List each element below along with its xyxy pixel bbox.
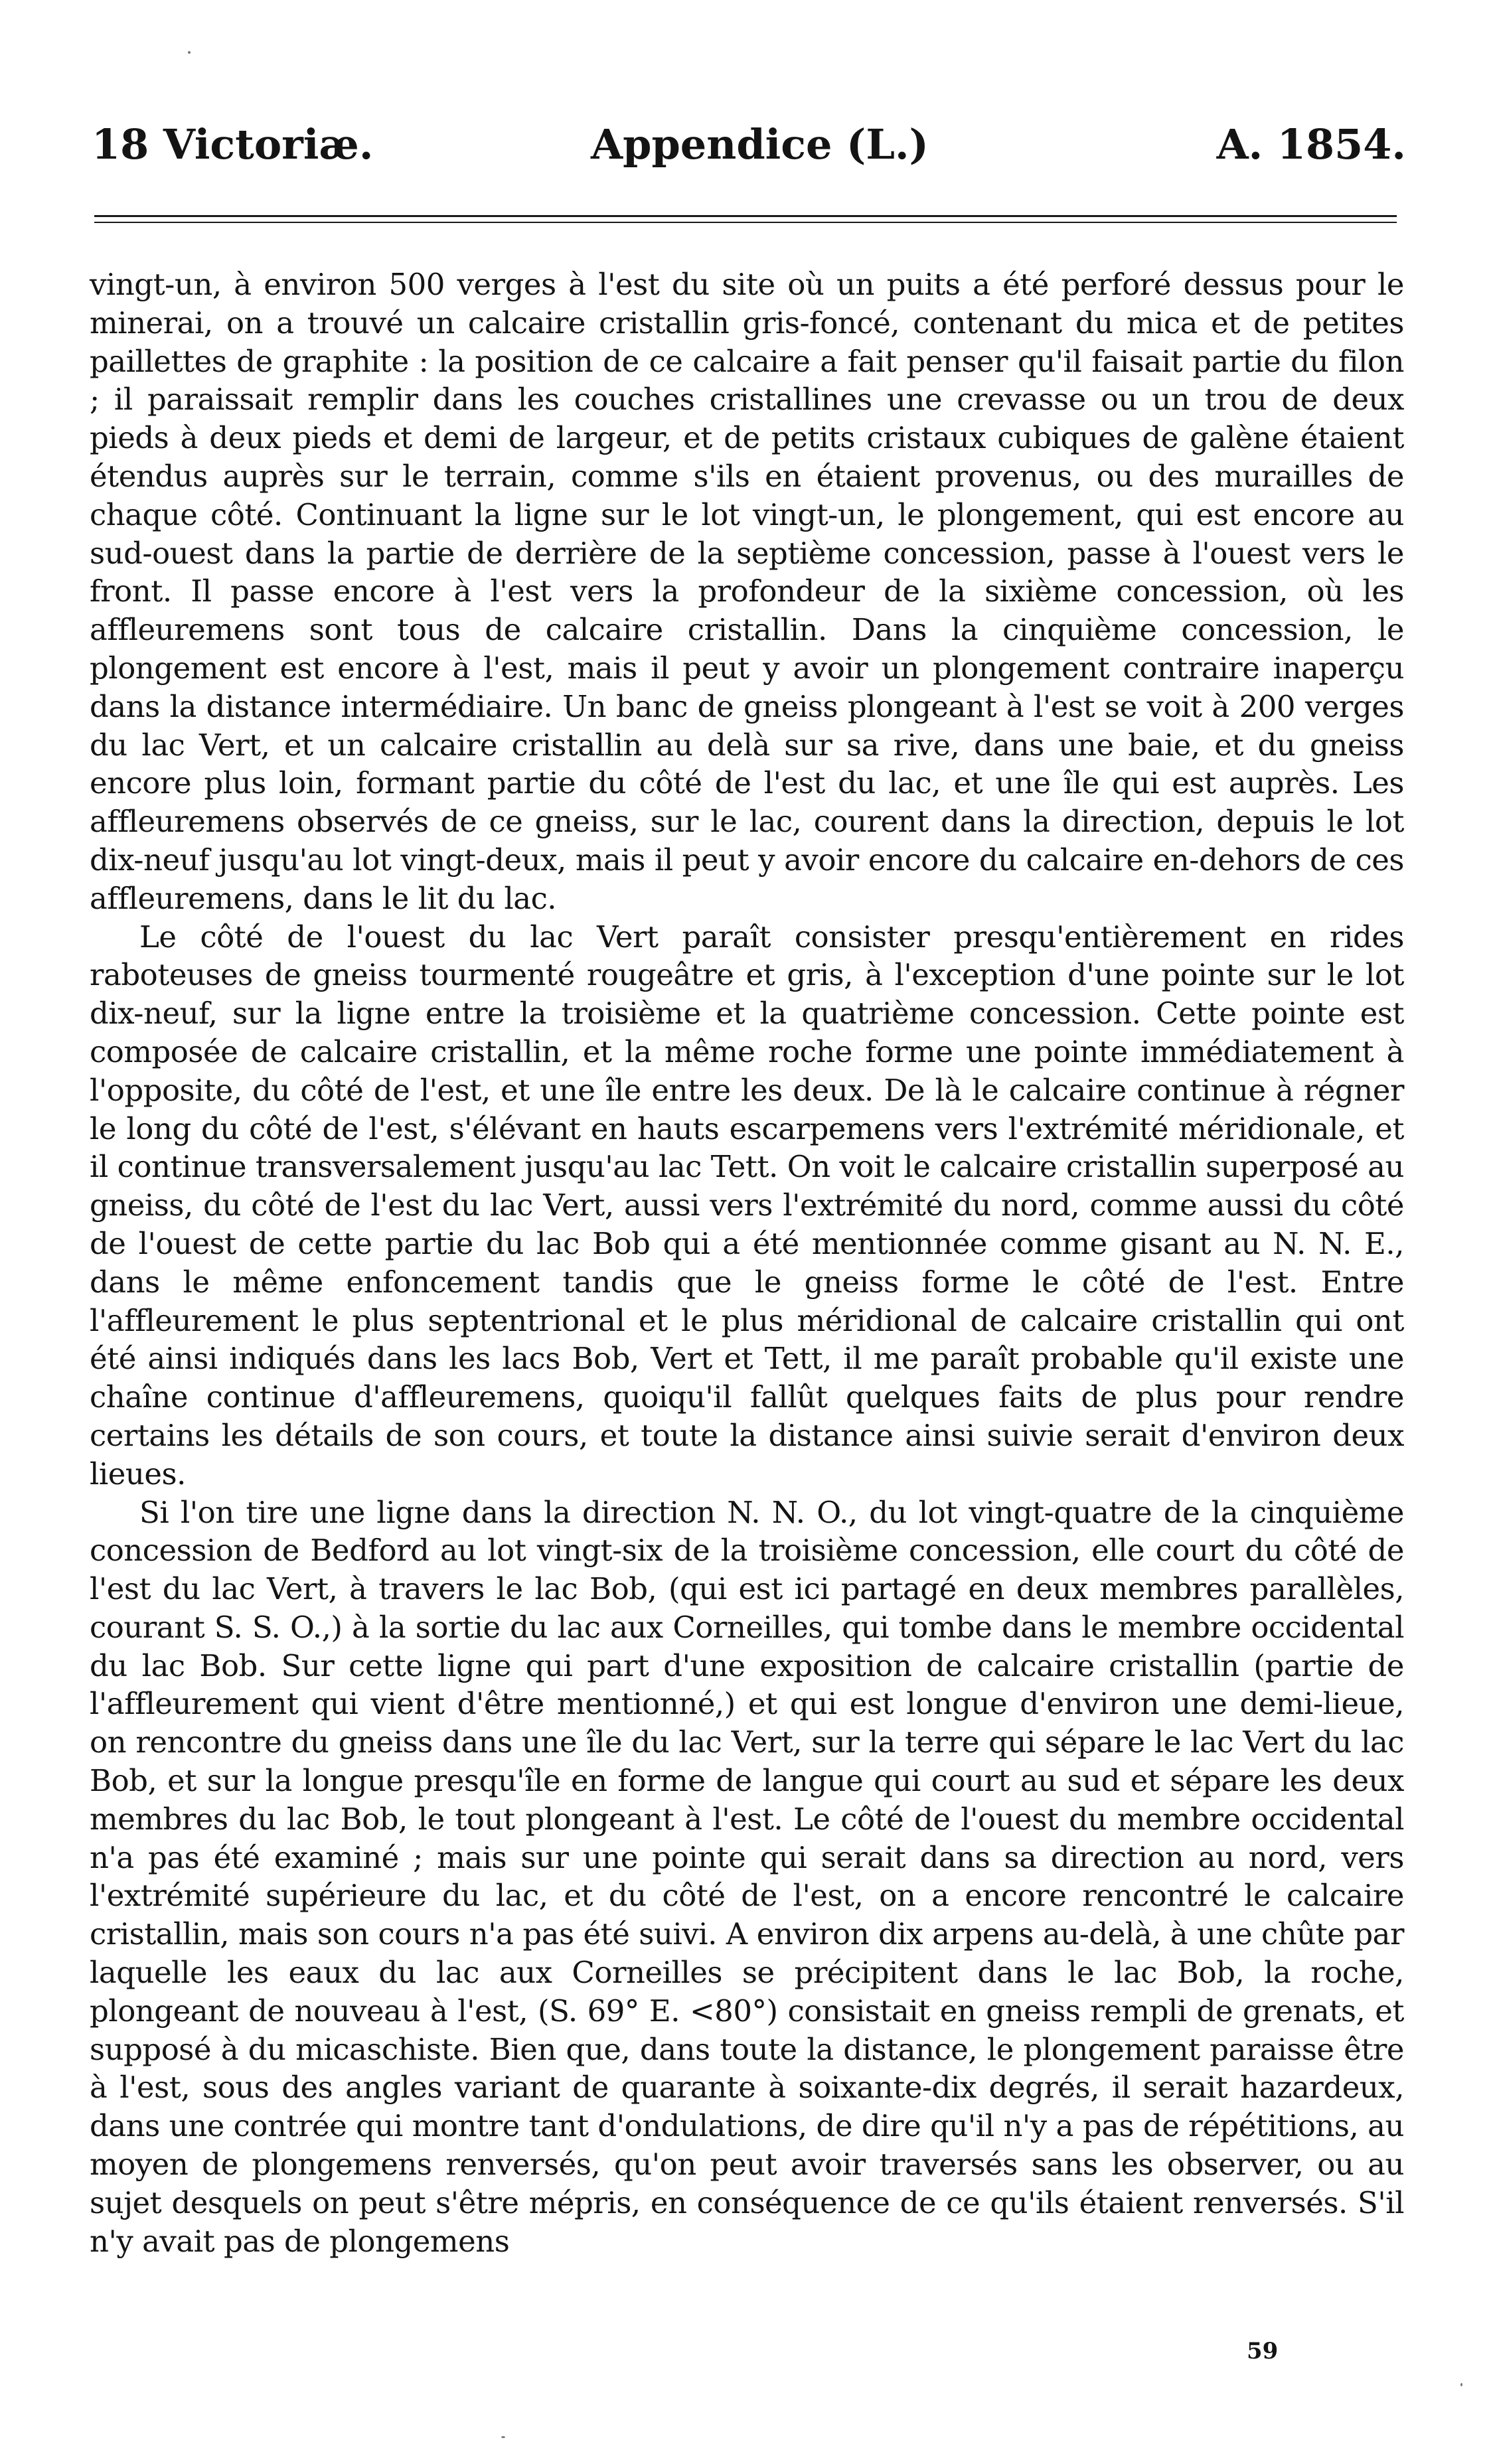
print-speck — [501, 2436, 505, 2438]
header-year: A. 1854. — [1216, 120, 1406, 169]
print-speck — [1460, 2383, 1462, 2386]
paragraph-1: vingt-un, à environ 500 verges à l'est du site où un puits a été perforé dessus pour le minerai, on a trouvé un calcaire cristallin gris-foncé, contenant du mica et de petites paillettes de graphite : la position de ce calcaire a fait penser qu'il faisait partie du filon ; il paraissait remplir dans les couches cristallines une crevasse ou un trou de deux pieds à deux pieds et demi de largeur, et de petits cristaux cubiques de galène étaient étendus auprès sur le terrain, comme s'ils en étaient provenus, ou des murailles de chaque côté. Continuant la ligne sur le lot vingt-un, le plongement, qui est encore au sud-ouest dans la partie de derrière de la septième concession, passe à l'ouest vers le front. Il passe encore à l'est vers la profondeur de la sixième concession, où les affleuremens sont tous de calcaire cristallin. Dans la cinquième concession, le plongement est encore à l'est, mais il peut y avoir un plongement contraire inaperçu dans la distance intermédiaire. Un banc de gneiss plongeant à l'est se voit à 200 verges du lac Vert, et un calcaire cristallin au delà sur sa rive, dans une baie, et du gneiss encore plus loin, formant partie du côté de l'est du lac, et une île qui est auprès. Les affleuremens observés de ce gneiss, sur le lac, courent dans la direction, depuis le lot dix-neuf jusqu'au lot vingt-deux, mais il peut y avoir encore du calcaire en-dehors de ces affleuremens, dans le lit du lac. — [90, 267, 1404, 916]
print-speck — [188, 51, 191, 54]
header-rule-bottom — [94, 222, 1397, 223]
body-text — [90, 266, 1404, 2260]
running-header — [92, 118, 1406, 171]
header-session: 18 Victoriæ. — [92, 120, 374, 169]
page-number: 59 — [1247, 2338, 1279, 2364]
paragraph-3: Si l'on tire une ligne dans la direction N. N. O., du lot vingt-quatre de la cinquième concession de Bedford au lot vingt-six de la troisième concession, elle court du côté de l'est du lac Vert, à travers le lac Bob, (qui est ici partagé en deux membres parallèles, courant S. S. O.,) à la sortie du lac aux Corneilles, qui tombe dans le membre occidental du lac Bob. Sur cette ligne qui part d'une exposition de calcaire cristallin (partie de l'affleurement qui vient d'être mentionné,) et qui est longue d'environ une demi-lieue, on rencontre du gneiss dans une île du lac Vert, sur la terre qui sépare le lac Vert du lac Bob, et sur la longue presqu'île en forme de langue qui court au sud et sépare les deux membres du lac Bob, le tout plongeant à l'est. Le côté de l'ouest du membre occidental n'a pas été examiné ; mais sur une pointe qui serait dans sa direction au nord, vers l'extrémité supérieure du lac, et du côté de l'est, on a encore rencontré le calcaire cristallin, mais son cours n'a pas été suivi. A environ dix arpens au-delà, à une chûte par laquelle les eaux du lac aux Corneilles se précipitent dans le lac Bob, la roche, plongeant de nouveau à l'est, (S. 69° E. <80°) consistait en gneiss rempli de grenats, et supposé à du micaschiste. Bien que, dans toute la distance, le plongement paraisse être à l'est, sous des angles variant de quarante à soixante-dix degrés, il serait hazardeux, dans une contrée qui montre tant d'ondulations, de dire qu'il n'y a pas de répétitions, au moyen de plongemens renversés, qu'on peut avoir traversés sans les observer, ou au sujet desquels on peut s'être mépris, en conséquence de ce qu'ils étaient renversés. S'il n'y avait pas de plongemens — [90, 1494, 1404, 2259]
paragraph-2: Le côté de l'ouest du lac Vert paraît consister presqu'entièrement en rides raboteuses de gneiss tourmenté rougeâtre et gris, à l'exception d'une pointe sur le lot dix-neuf, sur la ligne entre la troisième et la quatrième concession. Cette pointe est composée de calcaire cristallin, et la même roche forme une pointe immédiatement à l'opposite, du côté de l'est, et une île entre les deux. De là le calcaire continue à régner le long du côté de l'est, s'élévant en hauts escarpemens vers l'extrémité méridionale, et il continue transversalement jusqu'au lac Tett. On voit le calcaire cristallin superposé au gneiss, du côté de l'est du lac Vert, aussi vers l'extrémité du nord, comme aussi du côté de l'ouest de cette partie du lac Bob qui a été mentionnée comme gisant au N. N. E., dans le même enfoncement tandis que le gneiss forme le côté de l'est. Entre l'affleurement le plus septentrional et le plus méridional de calcaire cristallin qui ont été ainsi indiqués dans les lacs Bob, Vert et Tett, il me paraît probable qu'il existe une chaîne continue d'affleuremens, quoiqu'il fallût quelques faits de plus pour rendre certains les détails de son cours, et toute la distance ainsi suivie serait d'environ deux lieues. — [90, 919, 1404, 1492]
header-appendix-title: Appendice (L.) — [591, 120, 929, 169]
header-rule-top — [94, 215, 1397, 217]
